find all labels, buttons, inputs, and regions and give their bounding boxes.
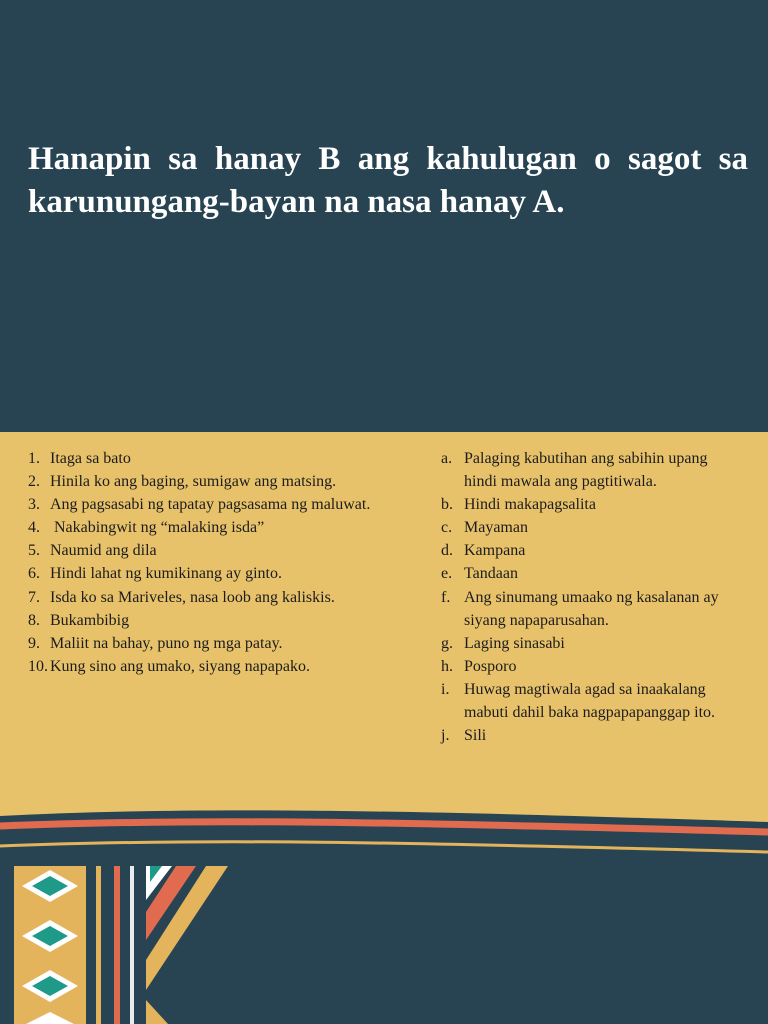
decorative-pattern [0, 790, 768, 1024]
hanay-a-item: 2. Hinila ko ang baging, sumigaw ang matsing. [28, 473, 337, 491]
hanay-b-item: e. Tandaan [441, 565, 518, 583]
hanay-a-item: 8. Bukambibig [28, 611, 130, 629]
hanay-a-item: 6. Hindi lahat ng kumikinang ay ginto. [28, 565, 282, 583]
hanay-b-item: g. Laging sinasabi [441, 634, 565, 652]
hanay-b-item: b. Hindi makapagsalita [441, 496, 596, 514]
hanay-b-list [441, 447, 741, 747]
hanay-b-item: d. Kampana [441, 542, 526, 560]
hanay-a-item: 4. Nakabingwit ng “malaking isda” [28, 519, 265, 537]
hanay-a-item: 9. Maliit na bahay, puno ng mga patay. [28, 634, 283, 652]
content-band [0, 432, 768, 832]
hanay-b-item: c. Mayaman [441, 519, 528, 537]
hanay-b-item: j. Sili [441, 727, 487, 745]
hanay-a-item: 5. Naumid ang dila [28, 542, 157, 560]
hanay-b-item: h. Posporo [441, 657, 517, 675]
hanay-a-item: 3. Ang pagsasabi ng tapatay pagsasama ng maluwat. [28, 496, 371, 514]
slide-title: Hanapin sa hanay B ang kahulugan o sagot sa karunungang-bayan na nasa hanay A. [28, 141, 748, 220]
hanay-a-list [28, 447, 388, 678]
hanay-a-item: 1. Itaga sa bato [28, 450, 131, 467]
hanay-a-item: 10. Kung sino ang umako, siyang napapako. [28, 657, 310, 675]
hanay-a-item: 7. Isda ko sa Mariveles, nasa loob ang kaliskis. [28, 588, 335, 606]
hanay-b-item: i. Huwag magtiwala agad sa inaakalang mabuti dahil baka nagpapapanggap ito. [441, 680, 716, 722]
title-area [0, 0, 768, 432]
hanay-b-item: a. Palaging kabutihan ang sabihin upang hindi mawala ang pagtitiwala. [441, 450, 708, 491]
hanay-b-item: f. Ang sinumang umaako ng kasalanan ay siyang napaparusahan. [441, 588, 719, 629]
